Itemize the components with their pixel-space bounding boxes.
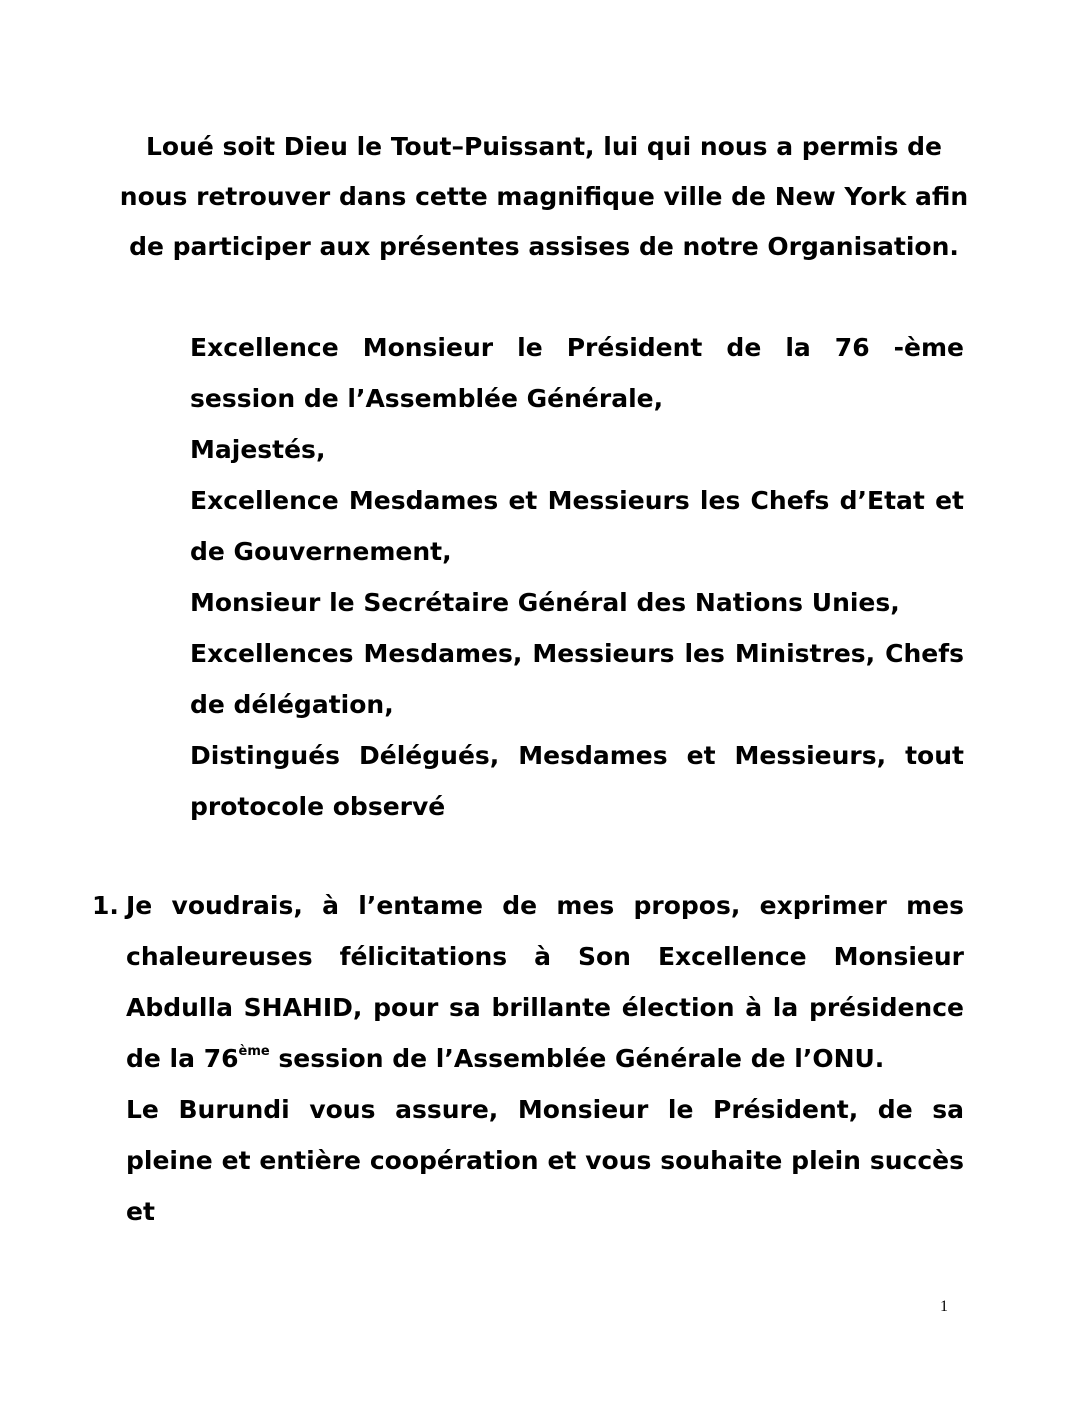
paragraph-text: session de l’Assemblée Générale de l’ONU. [269, 1044, 885, 1073]
page-number: 1 [940, 1298, 948, 1315]
numbered-paragraph [92, 880, 964, 1084]
salutations-list [152, 322, 964, 832]
body-paragraphs [92, 880, 964, 1237]
salutation-item [152, 577, 964, 628]
salutation-text: Excellence Monsieur le Président de la 76 -ème session de l’Assemblée Générale, [190, 333, 964, 413]
intro-line: de participer aux présentes assises de notre Organisation. [129, 232, 959, 261]
paragraph-number: 1. [92, 891, 119, 920]
salutation-item [152, 424, 964, 475]
intro-paragraph [118, 122, 970, 272]
salutation-text: Excellence Mesdames et Messieurs les Chefs d’Etat et de Gouvernement, [190, 486, 964, 566]
salutation-item [152, 628, 964, 730]
salutation-text: Distingués Délégués, Mesdames et Messieurs, tout protocole observé [190, 741, 964, 821]
salutation-text: Excellences Mesdames, Messieurs les Ministres, Chefs de délégation, [190, 639, 964, 719]
paragraph-text: Je voudrais, à l’entame de mes propos, exprimer mes chaleureuses félicitations à Son Excellence Monsieur Abdulla SHAHID, pour sa brillante élection à la présidence de la 76 [126, 891, 964, 1073]
superscript: ème [238, 1044, 270, 1059]
salutation-item [152, 475, 964, 577]
salutation-text: Majestés, [190, 435, 326, 464]
salutation-item [152, 322, 964, 424]
paragraph-continuation: Le Burundi vous assure, Monsieur le Président, de sa pleine et entière coopération et vous souhaite plein succès et [126, 1095, 964, 1226]
salutation-text: Monsieur le Secrétaire Général des Nations Unies, [190, 588, 900, 617]
intro-line: nous retrouver dans cette magnifique ville de New York afin [119, 182, 969, 211]
salutation-item [152, 730, 964, 832]
intro-line: Loué soit Dieu le Tout–Puissant, lui qui nous a permis de [145, 132, 943, 161]
